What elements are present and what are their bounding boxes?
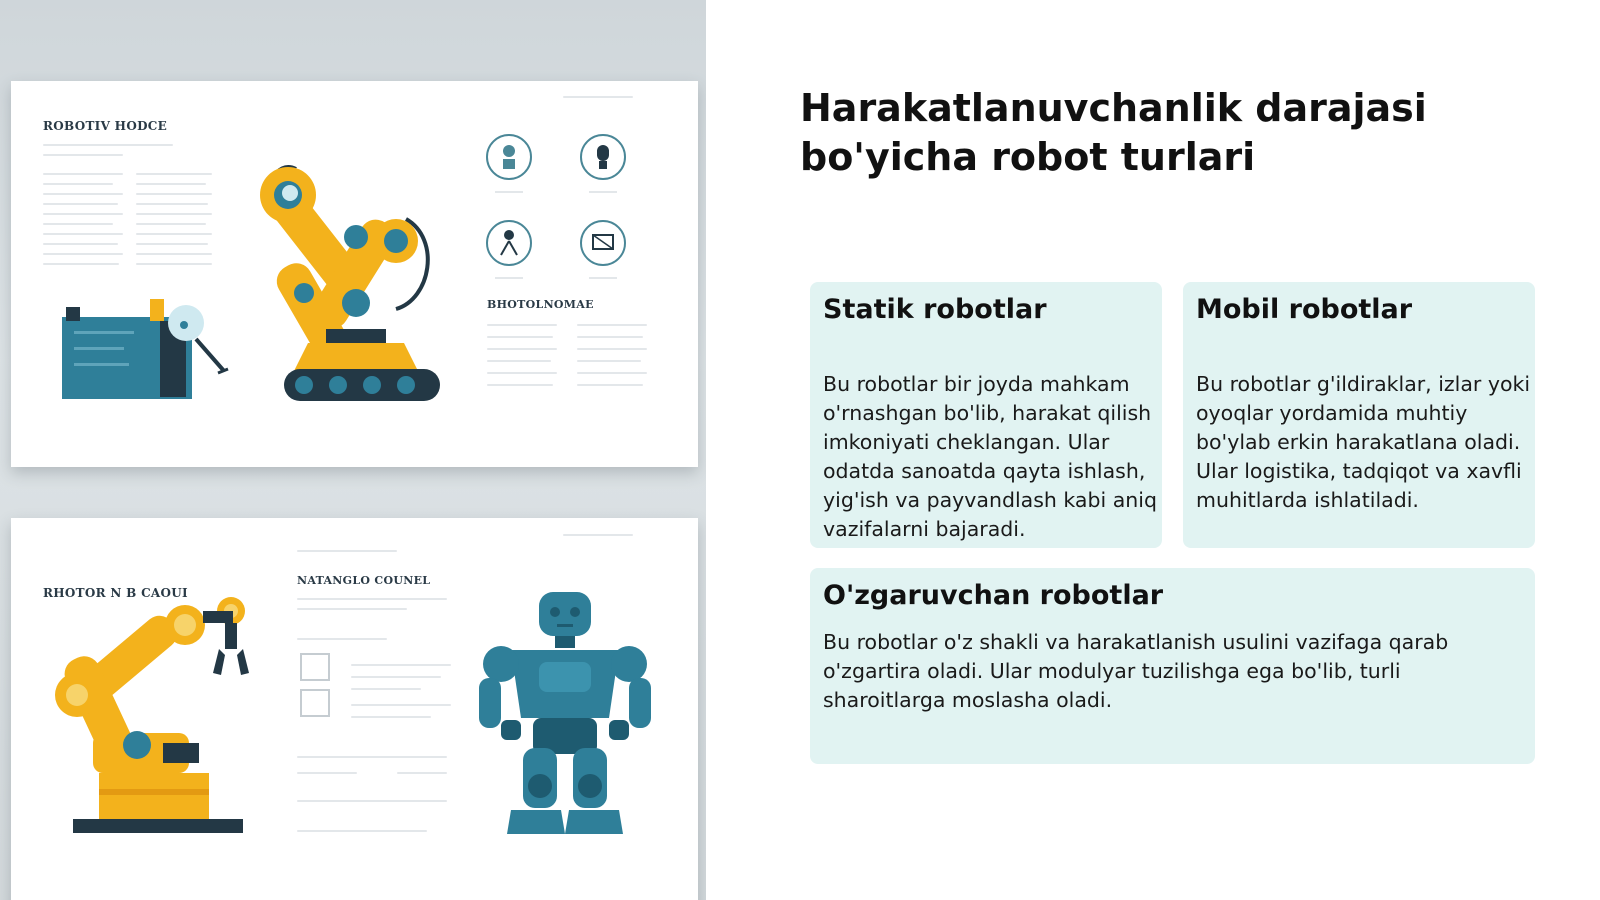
card-body: Bu robotlar o'z shakli va harakatlanish usulini vazifaga qarab o'zgartira oladi. Ular modulyar tuzilishga ega bo'lib, turli sharoitlarga moslasha oladi. <box>823 630 1449 712</box>
illustration-heading: ROBOTIV HODCE <box>43 119 168 133</box>
industrial-arm-icon <box>53 593 263 848</box>
robot-arm-icon <box>256 159 446 404</box>
illustration-slide-bottom <box>11 518 698 900</box>
card-heading: Statik robotlar <box>823 294 1047 325</box>
illustration-subheading-2: NATANGLO COUNEL <box>297 574 431 587</box>
humanoid-robot-icon <box>471 588 661 848</box>
card-body: Bu robotlar bir joyda mahkam o'rnashgan bo'lib, harakat qilish imkoniyati cheklangan. Ular odatda sanoatda qayta ishlash, yig'ish va payvandlash kabi aniq vazifalarni bajaradi. <box>823 372 1157 541</box>
card-heading: Mobil robotlar <box>1196 294 1413 325</box>
feature-icons <box>481 131 641 301</box>
card-mobile-robots <box>1183 282 1535 548</box>
illustration-subheading: BHOTOLNOMAE <box>487 298 594 311</box>
card-static-robots <box>810 282 1162 548</box>
card-body: Bu robotlar g'ildiraklar, izlar yoki oyoqlar yordamida muhtiy bo'ylab erkin harakatlana oladi. Ular logistika, tadqiqot va xavfli muhitlarda ishlatiladi. <box>1196 372 1531 512</box>
page-title: Harakatlanuvchanlik darajasi bo'yicha robot turlari <box>800 86 1427 179</box>
document-icon <box>297 650 333 720</box>
card-variable-robots <box>810 568 1535 764</box>
illustration-heading-2: RHOTOR N B CAOUI <box>43 586 188 600</box>
control-cabinet-icon <box>56 291 236 401</box>
illustration-slide-top <box>11 81 698 467</box>
card-heading: O'zgaruvchan robotlar <box>823 580 1164 611</box>
illustration-panel <box>0 0 706 900</box>
